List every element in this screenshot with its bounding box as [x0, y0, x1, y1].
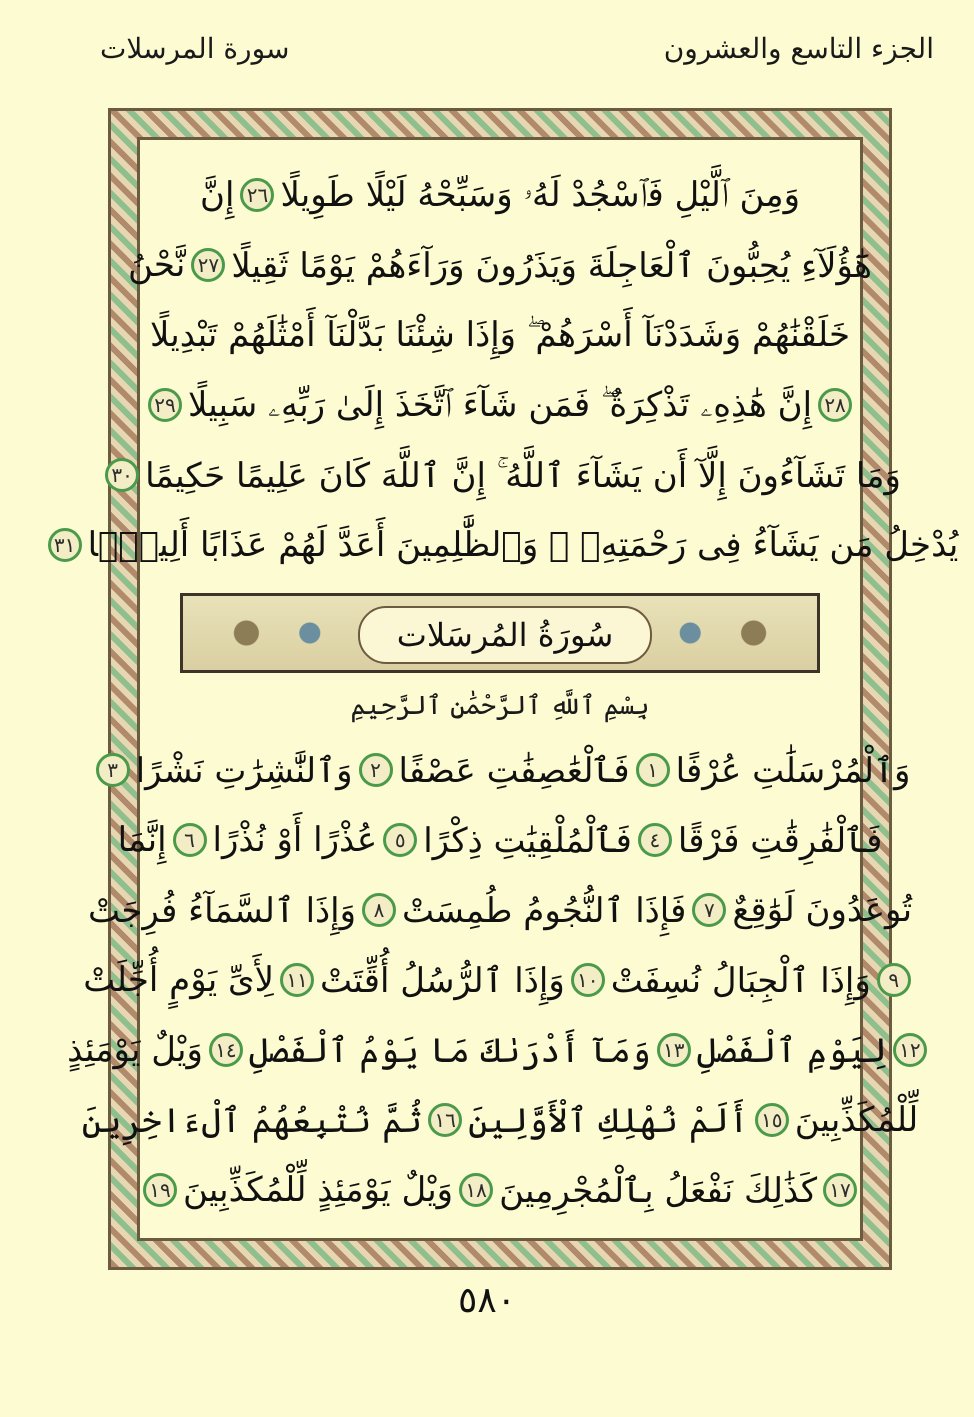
- verse-line: [53, 510, 959, 580]
- verse-text: فَٱلْمُلْقِيَٰتِ ذِكْرًا: [423, 820, 632, 861]
- verse-number-marker: ٣١: [48, 528, 82, 562]
- surah-running-title: سورة المرسلات: [100, 32, 290, 65]
- verse-text: إِنَّمَا: [117, 820, 167, 860]
- verse-line: [128, 230, 872, 300]
- verse-number-marker: ١١: [280, 963, 314, 997]
- verse-text: فَإِذَا ٱلنُّجُومُ طُمِسَتْ: [402, 890, 687, 931]
- verse-text: وَيْلٌ يَوْمَئِذٍ: [67, 1030, 203, 1070]
- verse-number-marker: ٦: [173, 823, 207, 857]
- verse-number-marker: ١٦: [428, 1103, 462, 1137]
- verse-text: لِّلْمُكَذِّبِينَ: [794, 1100, 919, 1140]
- verse-text: وَإِذَا ٱلرُّسُلُ أُقِّتَتْ: [320, 960, 565, 1001]
- verse-text: تُوعَدُونَ لَوَٰقِعٌ: [732, 890, 913, 930]
- verse-number-marker: ٧: [692, 893, 726, 927]
- verse-line: [149, 300, 851, 370]
- verse-text: خَلَقْنَٰهُمْ وَشَدَدْنَآ أَسْرَهُمْ ۖ وَإِذَا شِئْنَا بَدَّلْنَآ أَمْثَٰلَهُمْ تَبْدِيلًا: [149, 315, 851, 355]
- verse-number-marker: ١٧: [823, 1173, 857, 1207]
- verse-text: كَذَٰلِكَ نَفْعَلُ بِٱلْمُجْرِمِينَ: [499, 1170, 818, 1211]
- verses-section-1: [53, 160, 959, 580]
- verse-line: [111, 440, 901, 510]
- verse-line: [154, 370, 846, 440]
- verse-number-marker: ٥: [383, 823, 417, 857]
- verse-text: وَٱلْمُرْسَلَٰتِ عُرْفًا: [675, 750, 911, 791]
- bismillah: بِسْمِ ٱللَّهِ ٱلرَّحْمَٰنِ ٱلرَّحِيمِ: [350, 691, 650, 721]
- verse-number-marker: ٩: [877, 963, 911, 997]
- page-number: ٥٨٠: [457, 1280, 516, 1321]
- verse-text: وَٱلنَّٰشِرَٰتِ نَشْرًا: [135, 750, 353, 791]
- page-header: [0, 22, 974, 82]
- verse-number-marker: ٢٨: [818, 388, 852, 422]
- verse-number-marker: ١٣: [657, 1033, 691, 1067]
- verse-text: وَمِنَ ٱلَّيْلِ فَٱسْجُدْ لَهُۥ وَسَبِّحْهُ لَيْلًا طَوِيلًا: [280, 175, 800, 215]
- verse-number-marker: ١٨: [459, 1173, 493, 1207]
- juz-title: الجزء التاسع والعشرون: [663, 32, 934, 65]
- verse-text: لِأَىِّ يَوْمٍ أُجِّلَتْ: [83, 960, 275, 1000]
- verse-line: [107, 735, 911, 805]
- verse-line: [87, 875, 913, 945]
- verse-line: [67, 1015, 921, 1085]
- verse-text: عُذْرًا أَوْ نُذْرًا: [212, 820, 378, 860]
- verse-text: وَإِذَا ٱلسَّمَآءُ فُرِجَتْ: [87, 890, 357, 931]
- verse-number-marker: ٣٠: [105, 458, 139, 492]
- verse-text: إِنَّ: [200, 175, 235, 215]
- verse-number-marker: ١٥: [755, 1103, 789, 1137]
- verse-number-marker: ٢٩: [148, 388, 182, 422]
- verse-text: وَيْلٌ يَوْمَئِذٍ لِّلْمُكَذِّبِينَ: [182, 1170, 454, 1210]
- verse-number-marker: ١٩: [143, 1173, 177, 1207]
- verse-text: فَٱلْعَٰصِفَٰتِ عَصْفًا: [398, 750, 630, 791]
- verse-number-marker: ١٠: [571, 963, 605, 997]
- verse-text: وَإِذَا ٱلْجِبَالُ نُسِفَتْ: [610, 960, 871, 1001]
- verse-number-marker: ١٤: [209, 1033, 243, 1067]
- verse-number-marker: ٨: [362, 893, 396, 927]
- verse-text: لِيَوْمِ ٱلْفَصْلِ: [696, 1030, 887, 1071]
- surah-title-banner: [180, 593, 820, 673]
- verse-number-marker: ٢: [359, 753, 393, 787]
- verse-number-marker: ٢٧: [191, 248, 225, 282]
- verse-number-marker: ٣: [96, 753, 130, 787]
- verse-number-marker: ٢٦: [240, 178, 274, 212]
- verse-text: أَلَمْ نُهْلِكِ ٱلْأَوَّلِينَ: [468, 1100, 749, 1141]
- verse-line: [81, 1085, 919, 1155]
- verse-text: ثُمَّ نُتْبِعُهُمُ ٱلْءَاخِرِينَ: [81, 1100, 423, 1141]
- verse-number-marker: ٤: [638, 823, 672, 857]
- verse-number-marker: ١: [636, 753, 670, 787]
- verse-text: فَٱلْفَٰرِقَٰتِ فَرْقًا: [677, 820, 883, 861]
- verse-line: [149, 1155, 851, 1225]
- verse-text: يُدْخِلُ مَن يَشَآءُ فِى رَحْمَتِهِۦ ۚ وَٱلظَّٰلِمِينَ أَعَدَّ لَهُمْ عَذَابًا أَلِيمًۢا: [87, 525, 959, 565]
- verse-number-marker: ١٢: [893, 1033, 927, 1067]
- verse-text: وَمَا تَشَآءُونَ إِلَّآ أَن يَشَآءَ ٱللَّهُ ۚ إِنَّ ٱللَّهَ كَانَ عَلِيمًا حَكِيمًا: [145, 455, 901, 496]
- verse-line: [117, 805, 883, 875]
- surah-title: سُورَةُ المُرسَلات: [358, 606, 652, 664]
- verse-line: [83, 945, 900, 1015]
- verses-section-2: [67, 735, 921, 1225]
- verse-text: وَمَآ أَدْرَىٰكَ مَا يَوْمُ ٱلْفَصْلِ: [248, 1030, 651, 1071]
- verse-text: إِنَّ هَٰذِهِۦ تَذْكِرَةٌ ۖ فَمَن شَآءَ ٱتَّخَذَ إِلَىٰ رَبِّهِۦ سَبِيلًا: [187, 385, 813, 425]
- verse-line: [160, 160, 840, 230]
- verse-text: نَّحْنُ: [128, 245, 186, 285]
- verse-text: هَٰٓؤُلَآءِ يُحِبُّونَ ٱلْعَاجِلَةَ وَيَذَرُونَ وَرَآءَهُمْ يَوْمًا ثَقِيلًا: [231, 245, 872, 286]
